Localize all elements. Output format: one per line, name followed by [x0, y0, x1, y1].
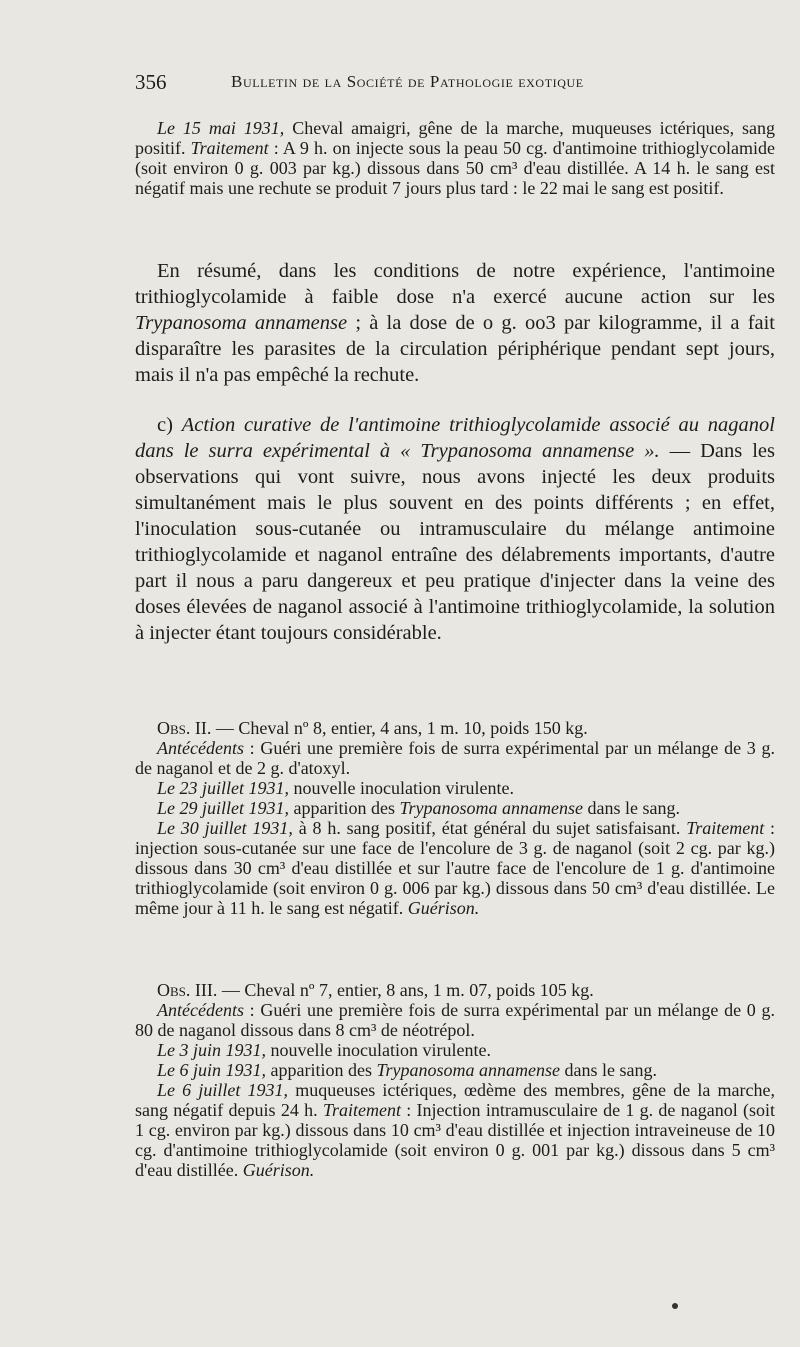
traitement-label: Traitement: [190, 138, 269, 158]
page-number: 356: [135, 70, 167, 94]
obs-label: Obs. II.: [157, 718, 212, 738]
section-c-curative-action: c) Action curative de l'antimoine trithioglycolamide associé au naganol dans le surra expérimental à « Trypanosoma annamense ». — Dans les observations qui vont suivre, nous avons injecté les deux produits simultanément mais le plus souvent en des points différents ; en effet, l'inoculation sous-cutanée ou intramusculaire du mélange antimoine trithioglycolamide et naganol entraîne des délabrements importants, d'autre part il nous a paru dangereux et peu pratique d'injecter dans la veine des doses élevées de naganol associé à l'antimoine trithioglycolamide, la solution à injecter étant toujours considérable.: [135, 414, 775, 644]
section-title: Action curative de l'antimoine trithioglycolamide associé au naganol dans le surra expérimental à « Trypanosoma annamense ».: [135, 414, 775, 462]
date-15-mai: Le 15 mai 1931,: [157, 118, 285, 138]
result-guerison: Guérison.: [407, 898, 480, 918]
observation-2: Obs. II. — Cheval nº 8, entier, 4 ans, 1 m. 10, poids 150 kg. Antécédents : Guéri une première fois de surra expérimental par un mélange de 3 g. de naganol et de 2 g. d'atoxyl. Le 23 juillet 1931, nouvelle inoculation virulente. Le 29 juillet 1931, apparition des Trypanosoma annamense dans le sang. Le 30 juillet 1931, à 8 h. sang positif, état général du sujet satisfaisant. Traitement : injection sous-cutanée sur une face de l'encolure de 3 g. de naganol (soit 2 cg. par kg.) dissous dans 30 cm³ d'eau distillée et sur l'autre face de l'encolure de 1 g. d'antimoine trithioglycolamide (soit environ 0 g. 006 par kg.) dissous dans 50 cm³ d'eau distillée. Le même jour à 11 h. le sang est négatif. Guérison.: [135, 718, 776, 918]
antecedents-label: Antécédents: [157, 1000, 244, 1020]
species-name: Trypanosoma annamense: [135, 312, 348, 334]
result-guerison: Guérison.: [242, 1160, 315, 1180]
paragraph-may-1931: Le 15 mai 1931, Cheval amaigri, gêne de la marche, muqueuses ictériques, sang positif. Traitement : A 9 h. on injecte sous la peau 50 cg. d'antimoine trithioglycolamide (soit environ 0 g. 003 par kg.) dissous dans 50 cm³ d'eau distillée. A 14 h. le sang est négatif mais une rechute se produit 7 jours plus tard : le 22 mai le sang est positif.: [135, 118, 775, 198]
paragraph-resume: En résumé, dans les conditions de notre expérience, l'antimoine trithioglycolamide à faible dose n'a exercé aucune action sur les Trypanosoma annamense ; à la dose de o g. oo3 par kilogramme, il a fait disparaître les parasites de la circulation périphérique pendant sept jours, mais il n'a pas empêché la rechute.: [135, 260, 776, 386]
running-title: Bulletin de la Société de Pathologie exotique: [231, 72, 584, 91]
observation-3: Obs. III. — Cheval nº 7, entier, 8 ans, 1 m. 07, poids 105 kg. Antécédents : Guéri une première fois de surra expérimental par un mélange de 0 g. 80 de naganol dissous dans 8 cm³ de néotrépol. Le 3 juin 1931, nouvelle inoculation virulente. Le 6 juin 1931, apparition des Trypanosoma annamense dans le sang. Le 6 juillet 1931, muqueuses ictériques, œdème des membres, gêne de la marche, sang négatif depuis 24 h. Traitement : Injection intramusculaire de 1 g. de naganol (soit 1 cg. environ par kg.) dissous dans 10 cm³ d'eau distillée et injection intraveineuse de 10 cg. d'antimoine trithioglycolamide (soit environ 0 g. 001 par kg.) dissous dans 5 cm³ d'eau distillée. Guérison.: [135, 980, 775, 1180]
obs-label: Obs. III.: [157, 980, 218, 1000]
page-header: [135, 70, 685, 98]
ink-speck: [672, 1303, 678, 1309]
section-label: c): [157, 414, 182, 436]
antecedents-label: Antécédents: [157, 738, 244, 758]
